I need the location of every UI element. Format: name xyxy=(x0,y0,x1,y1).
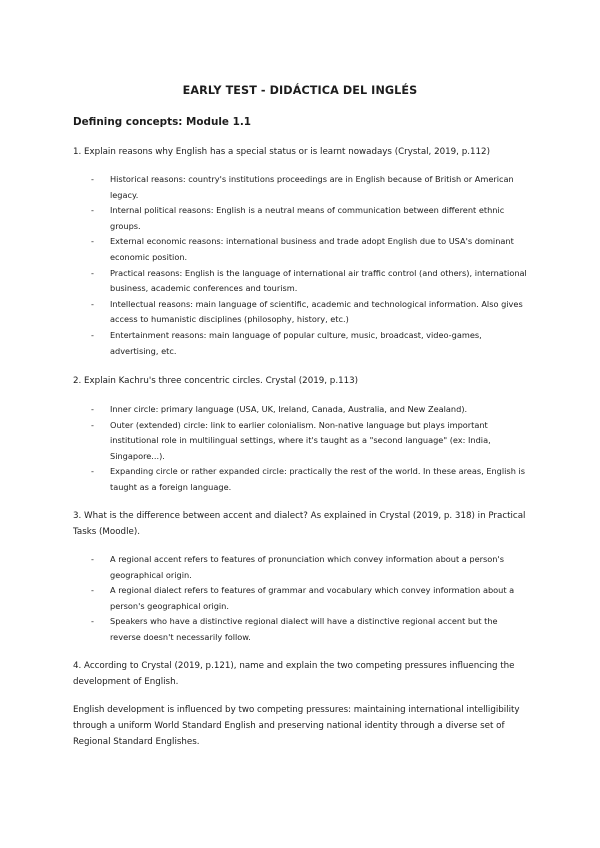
dash-marker: - xyxy=(91,616,94,627)
list-item-text: Intellectual reasons: main language of scientific, academic and technological information. Also gives access to humanistic disciplines (philosophy, history, etc.) xyxy=(110,298,523,325)
question-2-answer-list xyxy=(73,402,528,496)
list-item xyxy=(73,266,528,297)
section-heading: Defining concepts: Module 1.1 xyxy=(73,116,251,128)
list-item-text: A regional dialect refers to features of grammar and vocabulary which convey information about a person's geographical origin. xyxy=(110,585,515,611)
list-item xyxy=(73,552,528,583)
dash-marker: - xyxy=(91,554,94,564)
list-item-text: Practical reasons: English is the language of international air traffic control (and others), international business, academic conferences and tourism. xyxy=(110,267,527,294)
question-2: 2. Explain Kachru's three concentric circles. Crystal (2019, p.113) xyxy=(73,376,359,386)
list-item-text: External economic reasons: international business and trade adopt English due to USA's dominant economic position. xyxy=(110,236,514,262)
question-3: 3. What is the difference between accent and dialect? As explained in Crystal (2019, p. 318) in Practical Tasks (Moodle). xyxy=(73,511,526,537)
question-4: 4. According to Crystal (2019, p.121), name and explain the two competing pressures influencing the development of English. xyxy=(73,661,515,687)
page-title: EARLY TEST - DIDÁCTICA DEL INGLÉS xyxy=(182,84,418,97)
list-item xyxy=(73,234,528,265)
dash-marker: - xyxy=(91,419,94,430)
dash-marker: - xyxy=(91,329,94,340)
question-1-answer-list xyxy=(73,172,528,359)
dash-marker: - xyxy=(91,205,94,216)
dash-marker: - xyxy=(91,298,94,309)
list-item xyxy=(73,583,528,614)
dash-marker: - xyxy=(91,466,94,477)
list-item-text: A regional accent refers to features of pronunciation which convey information about a person's geographical origin. xyxy=(110,554,504,580)
list-item xyxy=(73,464,528,495)
list-item-text: Outer (extended) circle: link to earlier colonialism. Non-native language but plays important institutional role in multilingual settings, where it's taught as a "second language" (ex: India, Singapore...). xyxy=(110,419,491,461)
list-item xyxy=(73,172,528,203)
list-item-text: Expanding circle or rather expanded circle: practically the rest of the world. In these areas, English is taught as a foreign language. xyxy=(110,466,526,492)
list-item-text: Inner circle: primary language (USA, UK, Ireland, Canada, Australia, and New Zealand). xyxy=(110,404,468,414)
list-item-text: Historical reasons: country's institutions proceedings are in English because of British or American legacy. xyxy=(110,174,514,200)
list-item xyxy=(73,418,528,465)
question-4-answer: English development is influenced by two competing pressures: maintaining international intelligibility through a uniform World Standard English and preserving national identity through a diverse set of Regional Standard Englishes. xyxy=(73,705,520,747)
question-3-answer-list xyxy=(73,552,528,646)
list-item xyxy=(73,402,528,418)
list-item xyxy=(73,297,528,328)
dash-marker: - xyxy=(91,174,94,184)
dash-marker: - xyxy=(91,267,94,278)
dash-marker: - xyxy=(91,404,94,414)
list-item-text: Internal political reasons: English is a neutral means of communication between different ethnic groups. xyxy=(110,205,505,231)
dash-marker: - xyxy=(91,236,94,247)
list-item xyxy=(73,614,528,645)
list-item-text: Speakers who have a distinctive regional dialect will have a distinctive regional accent but the reverse doesn't necessarily follow. xyxy=(110,616,498,642)
list-item xyxy=(73,203,528,234)
dash-marker: - xyxy=(91,585,94,596)
list-item-text: Entertainment reasons: main language of popular culture, music, broadcast, video-games, advertising, etc. xyxy=(110,329,482,356)
question-1: 1. Explain reasons why English has a special status or is learnt nowadays (Crystal, 2019, p.112) xyxy=(73,147,490,157)
list-item xyxy=(73,328,528,359)
